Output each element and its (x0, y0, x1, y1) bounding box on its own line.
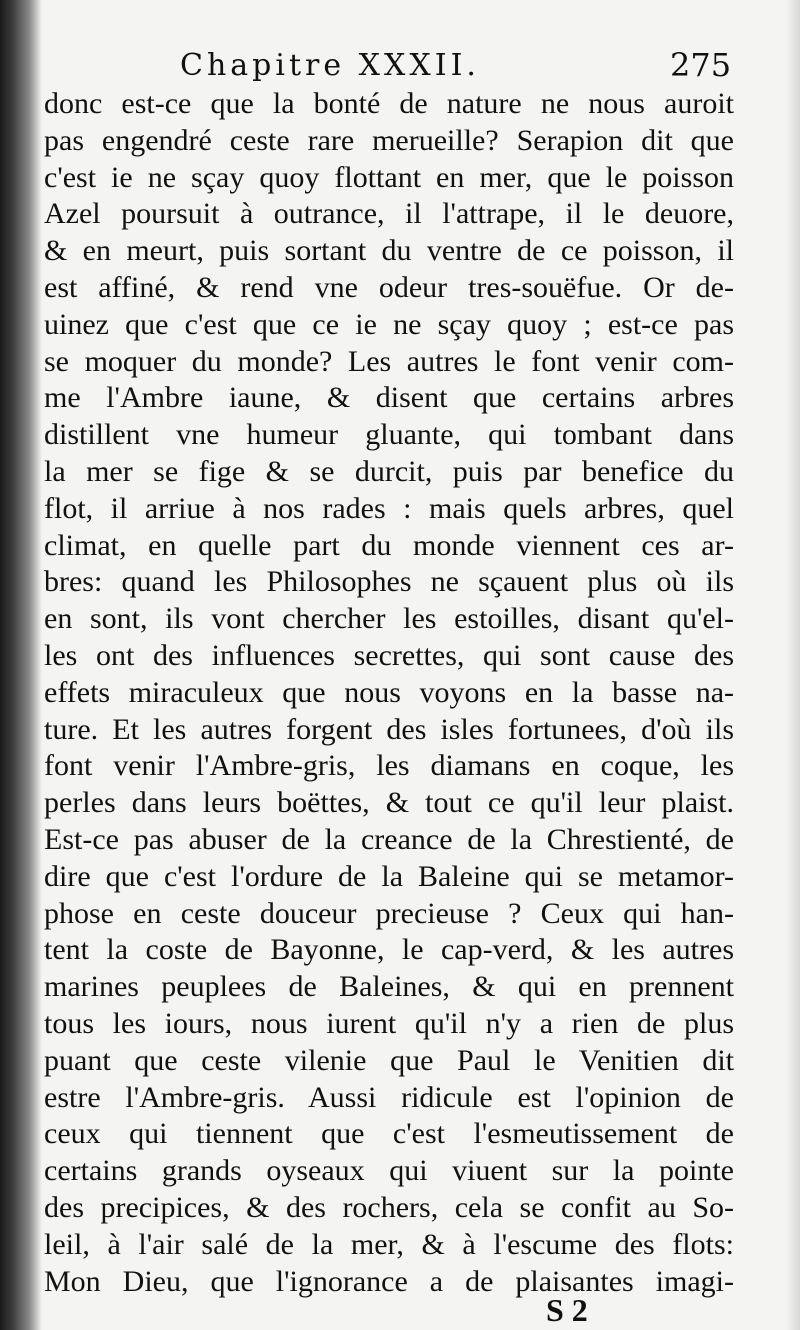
text-line: tous les iours, nous iurent qu'il n'y a rien de plus (44, 1006, 734, 1040)
text-line: certains grands oyseaux qui viuent sur la pointe (44, 1154, 734, 1188)
text-line: marines peuplees de Baleines, & qui en prennent (44, 970, 734, 1004)
text-line: bres: quand les Philosophes ne sçauent plus où ils (44, 565, 734, 599)
text-line: Azel poursuit à outrance, il l'attrape, il le deuore, (44, 197, 734, 231)
text-line: en sont, ils vont chercher les estoilles, disant qu'el- (44, 602, 734, 636)
text-line: se moquer du monde? Les autres le font venir com- (44, 344, 734, 378)
text-line: dire que c'est l'ordure de la Baleine qui se metamor- (44, 859, 734, 893)
body-text (44, 86, 734, 1300)
text-line: climat, en quelle part du monde viennent ces ar- (44, 528, 734, 562)
text-line: tent la coste de Bayonne, le cap-verd, & les autres (44, 933, 734, 967)
text-line: ture. Et les autres forgent des isles fortunees, d'où ils (44, 712, 734, 746)
text-line: ceux qui tiennent que c'est l'esmeutissement de (44, 1117, 734, 1151)
text-line: c'est ie ne sçay quoy flottant en mer, que le poisson (44, 160, 734, 194)
text-line: Mon Dieu, que l'ignorance a de plaisantes imagi- (44, 1264, 734, 1298)
text-line: Est-ce pas abuser de la creance de la Chrestienté, de (44, 822, 734, 856)
text-line: flot, il arriue à nos rades : mais quels arbres, quel (44, 491, 734, 525)
text-line: les ont des influences secrettes, qui sont cause des (44, 638, 734, 672)
text-line: la mer se fige & se durcit, puis par benefice du (44, 454, 734, 488)
page-number: 275 (670, 46, 732, 84)
text-line: phose en ceste douceur precieuse ? Ceux qui han- (44, 896, 734, 930)
text-line: puant que ceste vilenie que Paul le Venitien dit (44, 1043, 734, 1077)
text-line: me l'Ambre iaune, & disent que certains arbres (44, 381, 734, 415)
text-line: effets miraculeux que nous voyons en la basse na- (44, 675, 734, 709)
text-line: des precipices, & des rochers, cela se confit au So- (44, 1190, 734, 1224)
text-line: & en meurt, puis sortant du ventre de ce poisson, il (44, 234, 734, 268)
text-line: uinez que c'est que ce ie ne sçay quoy ; est-ce pas (44, 307, 734, 341)
signature-mark: S 2 (546, 1292, 588, 1328)
text-line: estre l'Ambre-gris. Aussi ridicule est l'opinion de (44, 1080, 734, 1114)
text-line: pas engendré ceste rare merueille? Serapion dit que (44, 123, 734, 157)
running-head-chapter: Chapitre XXXII. (180, 48, 480, 83)
text-line: donc est-ce que la bonté de nature ne nous auroit (44, 87, 734, 120)
text-line: distillent vne humeur gluante, qui tombant dans (44, 418, 734, 452)
text-line: leil, à l'air salé de la mer, & à l'escume des flots: (44, 1227, 734, 1261)
text-line: font venir l'Ambre-gris, les diamans en coque, les (44, 749, 734, 783)
text-line: est affiné, & rend vne odeur tres-souëfue. Or de- (44, 270, 734, 304)
text-line: perles dans leurs boëttes, & tout ce qu'il leur plaist. (44, 786, 734, 820)
